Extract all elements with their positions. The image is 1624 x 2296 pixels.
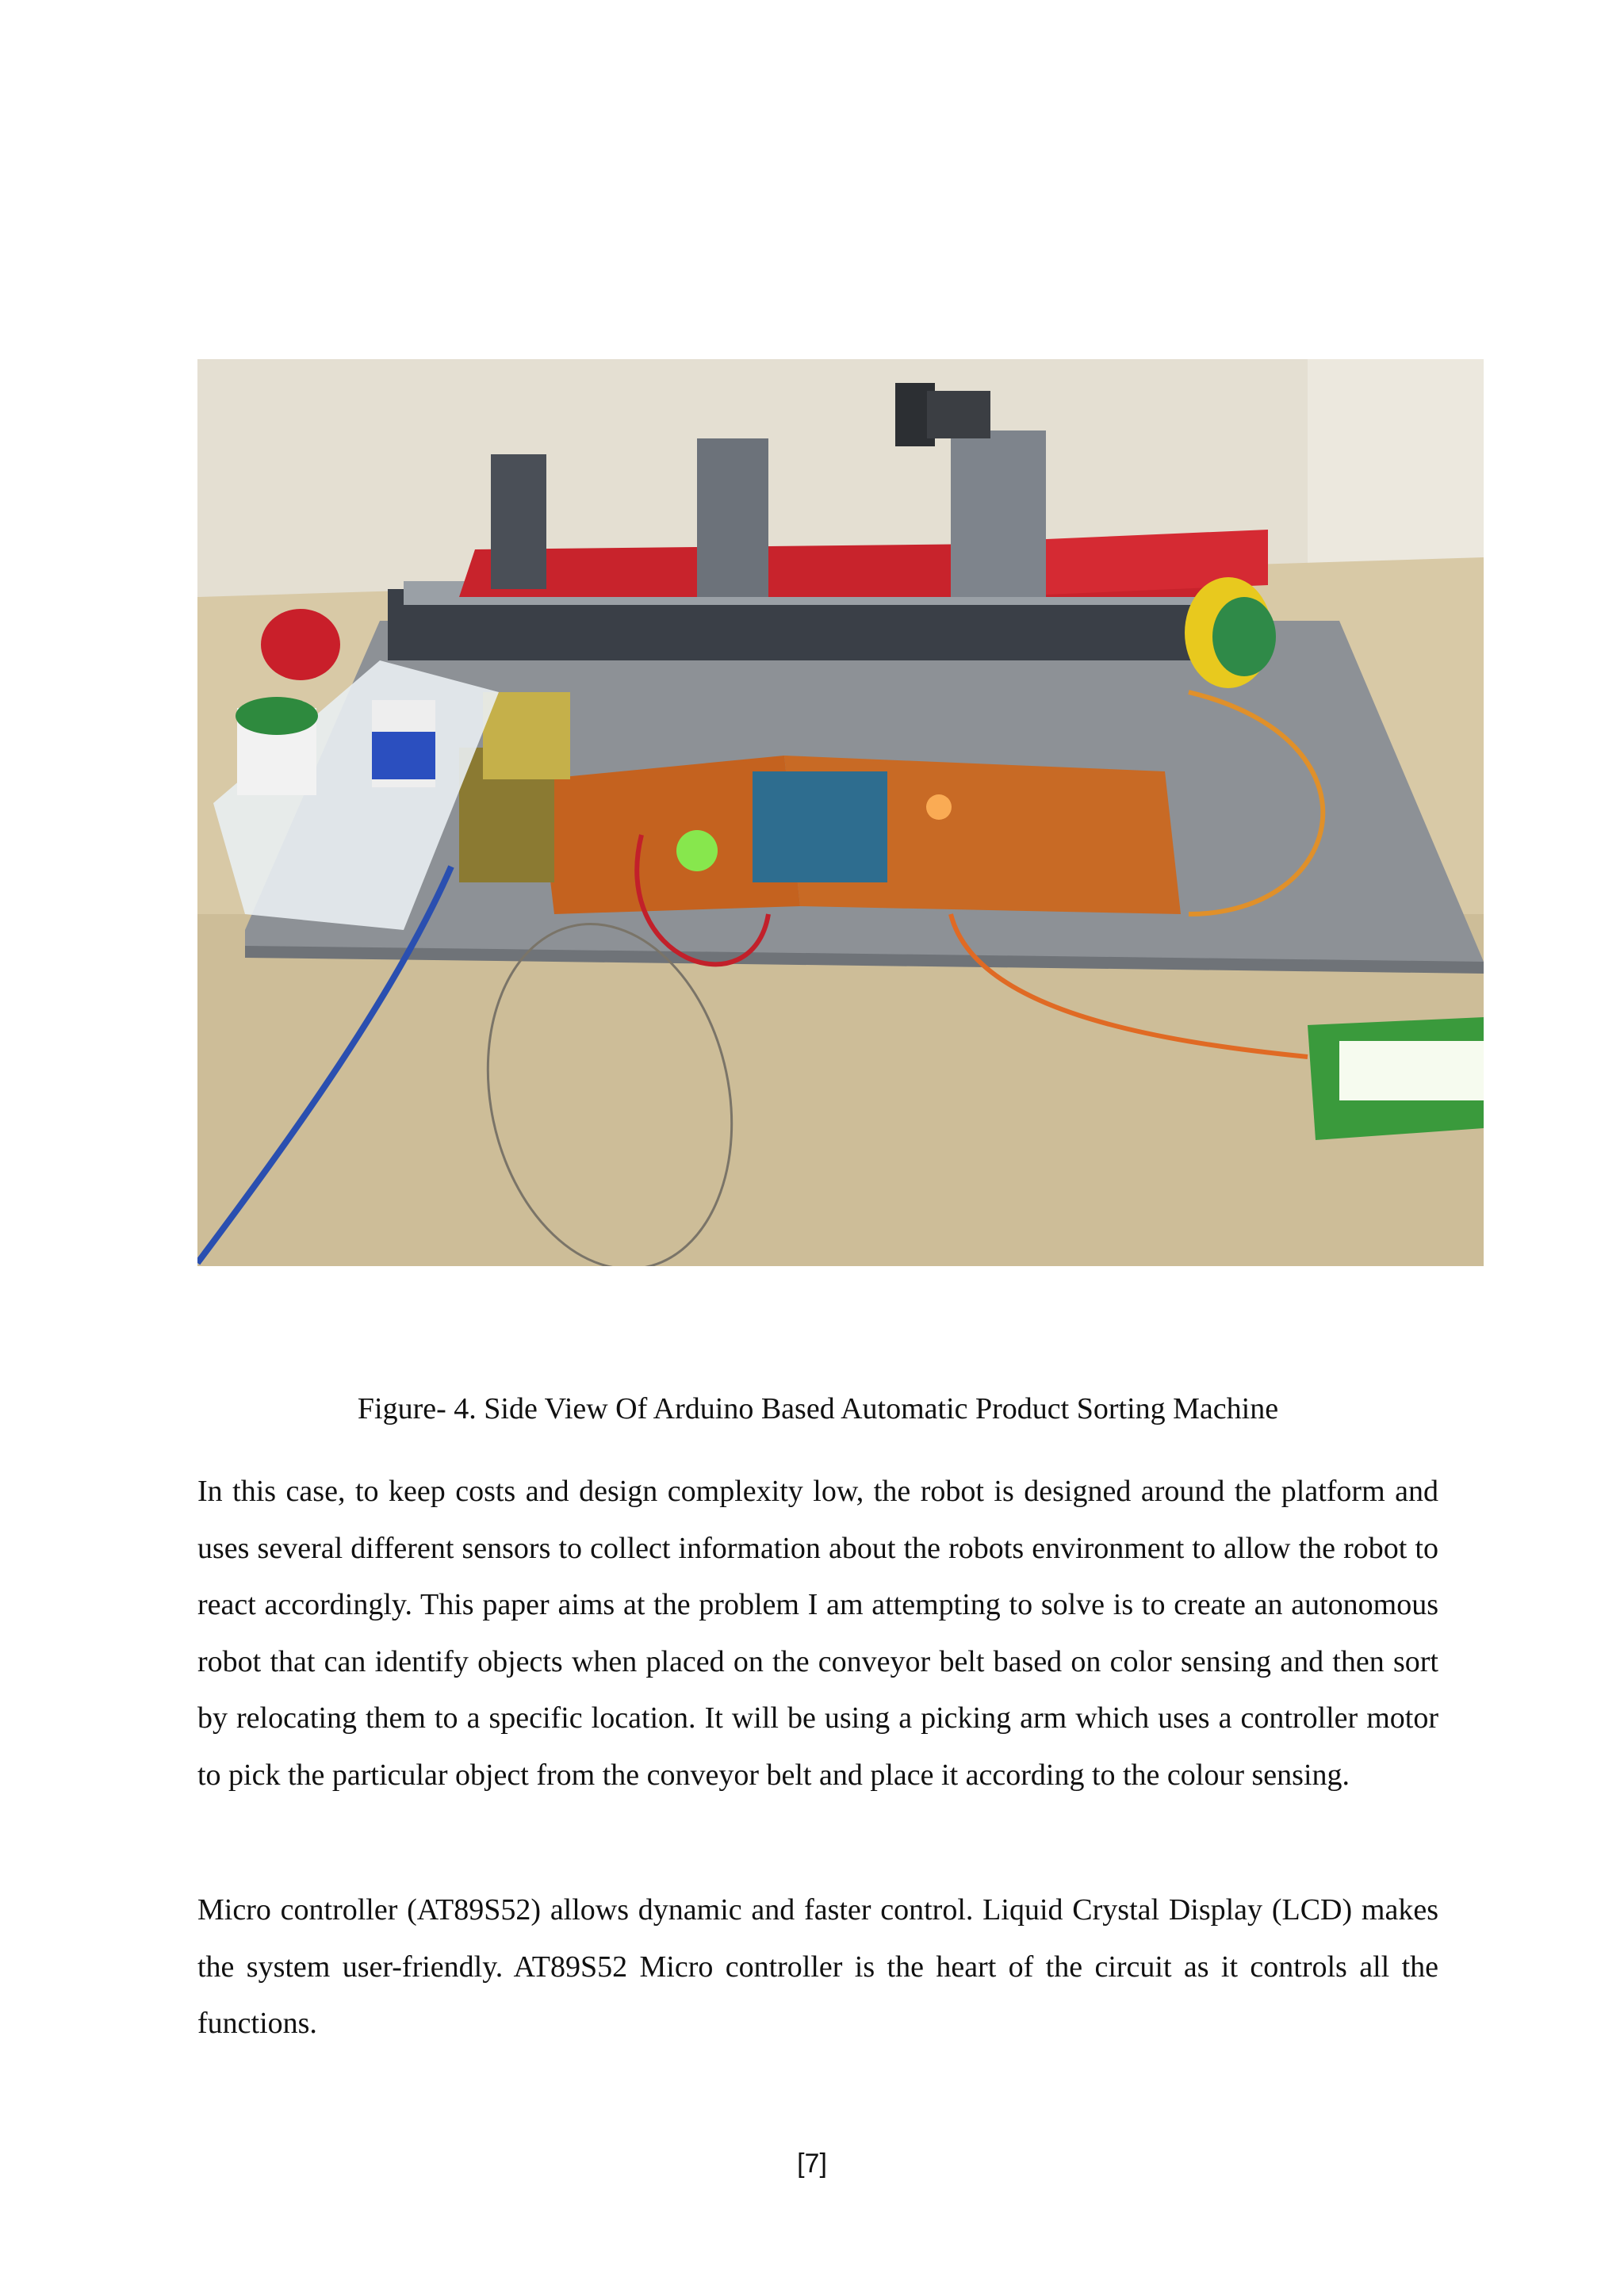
body-paragraph-1: In this case, to keep costs and design complexity low, the robot is designed around the platform and uses several different sensors to collect information about the robots environment to allow the robot to react accordingly. This paper aims at the problem I am attempting to solve is to create an autonomous robot that can identify objects when placed on the conveyor belt based on color sensing and then sort by relocating them to a specific location. It will be using a picking arm which uses a controller motor to pick the particular object from the conveyor belt and place it according to the colour sensing. <box>197 1475 1438 1792</box>
figure-caption: Figure- 4. Side View Of Arduino Based Automatic Product Sorting Machine <box>357 1392 1279 1425</box>
sorting-machine-illustration <box>197 359 1484 1266</box>
figure-photo <box>197 359 1484 1266</box>
page-number: [7] <box>797 2149 827 2179</box>
body-paragraph-2: Micro controller (AT89S52) allows dynamic and faster control. Liquid Crystal Display (LCD) makes the system user-friendly. AT89S52 Micro controller is the heart of the circuit as it controls all the functions. <box>197 1893 1438 2041</box>
